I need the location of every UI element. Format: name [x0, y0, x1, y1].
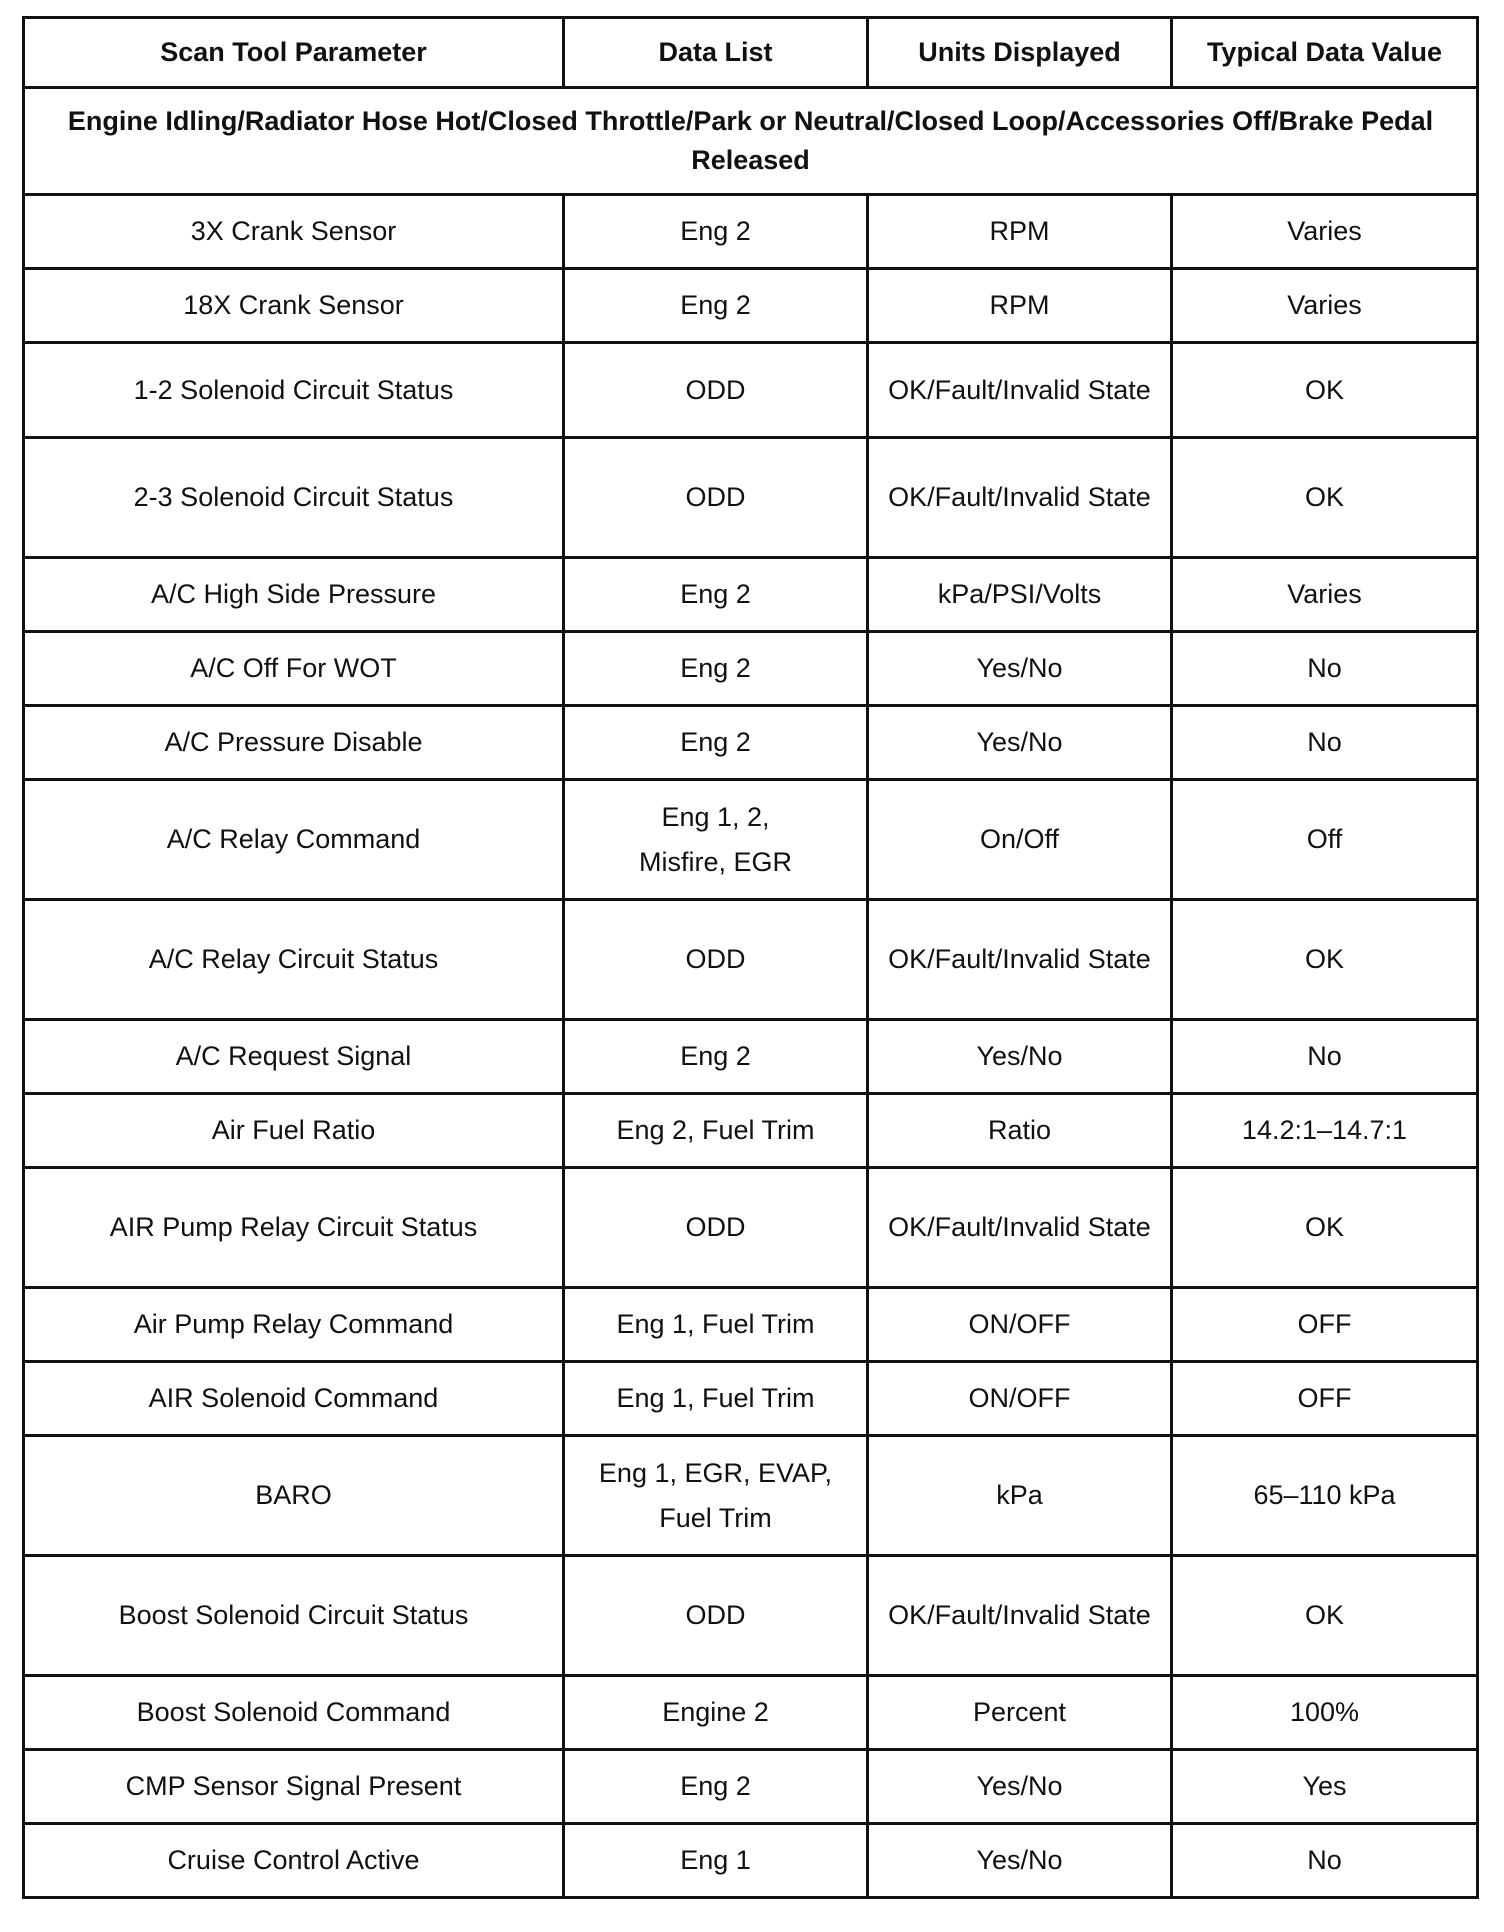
- table-row: [24, 1094, 1478, 1168]
- parameter-cell: Air Fuel Ratio: [24, 1094, 564, 1168]
- typical-value-cell: No: [1172, 1020, 1478, 1094]
- typical-value-cell: No: [1172, 632, 1478, 706]
- typical-value-cell: OK: [1172, 438, 1478, 558]
- units-cell: Yes/No: [868, 706, 1172, 780]
- column-header-data-list: Data List: [564, 18, 868, 88]
- condition-section-row: [24, 88, 1478, 195]
- table-row: [24, 1556, 1478, 1676]
- parameter-cell: 3X Crank Sensor: [24, 195, 564, 269]
- units-cell: Yes/No: [868, 1750, 1172, 1824]
- data-list-cell: Eng 2: [564, 706, 868, 780]
- data-list-cell: Engine 2: [564, 1676, 868, 1750]
- parameter-cell: 1-2 Solenoid Circuit Status: [24, 343, 564, 438]
- units-cell: Ratio: [868, 1094, 1172, 1168]
- scan-tool-data-table: [22, 16, 1479, 1899]
- column-header-units: Units Displayed: [868, 18, 1172, 88]
- data-list-cell: Eng 2: [564, 632, 868, 706]
- typical-value-cell: Off: [1172, 780, 1478, 900]
- table-row: [24, 438, 1478, 558]
- table-row: [24, 1020, 1478, 1094]
- table-row: [24, 780, 1478, 900]
- parameter-cell: A/C Pressure Disable: [24, 706, 564, 780]
- parameter-cell: A/C Relay Command: [24, 780, 564, 900]
- data-list-cell: Eng 1: [564, 1824, 868, 1898]
- scan-tool-data-table-container: [22, 16, 1476, 1899]
- table-row: [24, 632, 1478, 706]
- data-list-cell: ODD: [564, 438, 868, 558]
- units-cell: RPM: [868, 195, 1172, 269]
- table-row: [24, 1824, 1478, 1898]
- units-cell: ON/OFF: [868, 1362, 1172, 1436]
- units-cell: Percent: [868, 1676, 1172, 1750]
- data-list-cell: Eng 2: [564, 195, 868, 269]
- typical-value-cell: 14.2:1–14.7:1: [1172, 1094, 1478, 1168]
- parameter-cell: A/C Off For WOT: [24, 632, 564, 706]
- units-cell: Yes/No: [868, 632, 1172, 706]
- parameter-cell: AIR Solenoid Command: [24, 1362, 564, 1436]
- parameter-cell: Boost Solenoid Command: [24, 1676, 564, 1750]
- table-row: [24, 343, 1478, 438]
- table-row: [24, 706, 1478, 780]
- data-list-cell: ODD: [564, 1168, 868, 1288]
- data-list-cell: Eng 1, Fuel Trim: [564, 1362, 868, 1436]
- typical-value-cell: Varies: [1172, 558, 1478, 632]
- data-list-cell: Eng 2: [564, 1020, 868, 1094]
- typical-value-cell: 65–110 kPa: [1172, 1436, 1478, 1556]
- table-row: [24, 1750, 1478, 1824]
- units-cell: RPM: [868, 269, 1172, 343]
- typical-value-cell: Varies: [1172, 269, 1478, 343]
- parameter-cell: A/C Request Signal: [24, 1020, 564, 1094]
- parameter-cell: 2-3 Solenoid Circuit Status: [24, 438, 564, 558]
- data-list-cell: ODD: [564, 1556, 868, 1676]
- typical-value-cell: OFF: [1172, 1288, 1478, 1362]
- units-cell: ON/OFF: [868, 1288, 1172, 1362]
- data-list-cell: Eng 1, EGR, EVAP, Fuel Trim: [564, 1436, 868, 1556]
- parameter-cell: Air Pump Relay Command: [24, 1288, 564, 1362]
- parameter-cell: 18X Crank Sensor: [24, 269, 564, 343]
- table-row: [24, 1168, 1478, 1288]
- parameter-cell: BARO: [24, 1436, 564, 1556]
- parameter-cell: CMP Sensor Signal Present: [24, 1750, 564, 1824]
- data-list-cell: ODD: [564, 900, 868, 1020]
- units-cell: OK/Fault/Invalid State: [868, 343, 1172, 438]
- parameter-cell: A/C Relay Circuit Status: [24, 900, 564, 1020]
- typical-value-cell: 100%: [1172, 1676, 1478, 1750]
- data-list-cell: Eng 2: [564, 269, 868, 343]
- typical-value-cell: OK: [1172, 900, 1478, 1020]
- table-row: [24, 269, 1478, 343]
- parameter-cell: Cruise Control Active: [24, 1824, 564, 1898]
- typical-value-cell: Yes: [1172, 1750, 1478, 1824]
- table-row: [24, 900, 1478, 1020]
- units-cell: Yes/No: [868, 1020, 1172, 1094]
- table-header-row: [24, 18, 1478, 88]
- units-cell: Yes/No: [868, 1824, 1172, 1898]
- table-row: [24, 1676, 1478, 1750]
- units-cell: OK/Fault/Invalid State: [868, 900, 1172, 1020]
- data-list-cell: ODD: [564, 343, 868, 438]
- data-list-cell: Eng 2: [564, 1750, 868, 1824]
- typical-value-cell: Varies: [1172, 195, 1478, 269]
- data-list-cell: Eng 1, Fuel Trim: [564, 1288, 868, 1362]
- parameter-cell: A/C High Side Pressure: [24, 558, 564, 632]
- column-header-parameter: Scan Tool Parameter: [24, 18, 564, 88]
- typical-value-cell: OK: [1172, 1556, 1478, 1676]
- data-list-cell: Eng 2, Fuel Trim: [564, 1094, 868, 1168]
- typical-value-cell: No: [1172, 1824, 1478, 1898]
- column-header-typical-value: Typical Data Value: [1172, 18, 1478, 88]
- typical-value-cell: OK: [1172, 1168, 1478, 1288]
- units-cell: OK/Fault/Invalid State: [868, 438, 1172, 558]
- units-cell: On/Off: [868, 780, 1172, 900]
- table-row: [24, 1436, 1478, 1556]
- units-cell: OK/Fault/Invalid State: [868, 1556, 1172, 1676]
- parameter-cell: AIR Pump Relay Circuit Status: [24, 1168, 564, 1288]
- typical-value-cell: OK: [1172, 343, 1478, 438]
- units-cell: OK/Fault/Invalid State: [868, 1168, 1172, 1288]
- condition-section-text: Engine Idling/Radiator Hose Hot/Closed Throttle/Park or Neutral/Closed Loop/Accessories Off/Brake Pedal Released: [24, 88, 1478, 195]
- data-list-cell: Eng 2: [564, 558, 868, 632]
- data-list-cell: Eng 1, 2, Misfire, EGR: [564, 780, 868, 900]
- parameter-cell: Boost Solenoid Circuit Status: [24, 1556, 564, 1676]
- table-row: [24, 1288, 1478, 1362]
- table-row: [24, 1362, 1478, 1436]
- units-cell: kPa/PSI/Volts: [868, 558, 1172, 632]
- units-cell: kPa: [868, 1436, 1172, 1556]
- table-row: [24, 558, 1478, 632]
- typical-value-cell: OFF: [1172, 1362, 1478, 1436]
- typical-value-cell: No: [1172, 706, 1478, 780]
- table-row: [24, 195, 1478, 269]
